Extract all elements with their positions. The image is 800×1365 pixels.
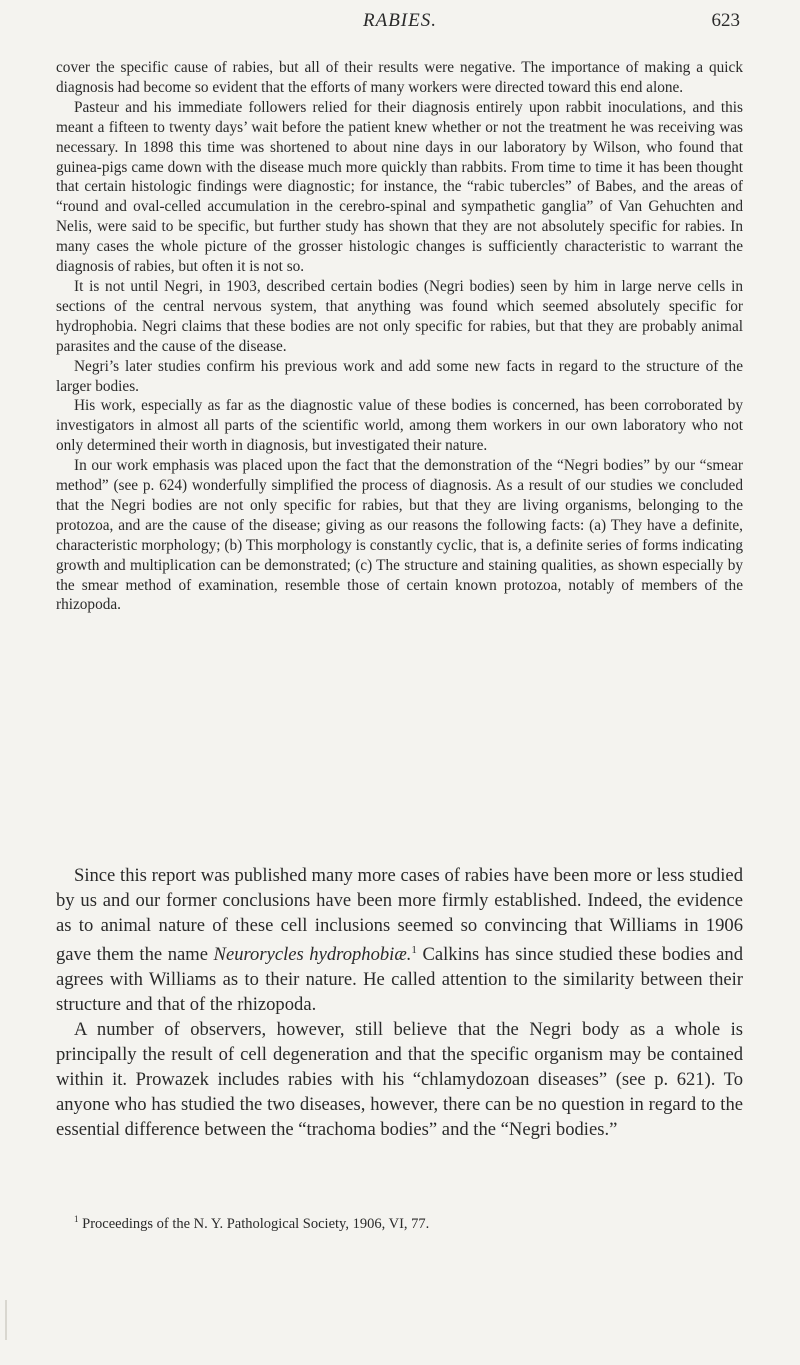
species-name: Neurorycles hydrophobiæ. bbox=[213, 944, 412, 966]
running-title: RABIES. bbox=[362, 10, 437, 31]
body-text-large bbox=[56, 863, 743, 1142]
footnote-marker: 1 bbox=[411, 944, 417, 956]
paragraph: A number of observers, however, still believe that the Negri body as a whole is principally the result of cell degeneration and that the specific organism may be contained within it. Prowazek includes rabies with his “chlamydozoan diseases” (see p. 621). To anyone who has studied the two diseases, however, there can be no question in regard to the essential difference between the “trachoma bodies” and the “Negri bodies.” bbox=[56, 1019, 743, 1141]
page-edge-mark bbox=[5, 1300, 7, 1340]
footnote-text: Proceedings of the N. Y. Pathological Society, 1906, VI, 77. bbox=[78, 1216, 430, 1232]
paragraph: His work, especially as far as the diagnostic value of these bodies is concerned, has been corroborated by investigators in almost all parts of the scientific world, among them workers in our own laboratory who not only determined their worth in diagnosis, but investigated their nature. bbox=[56, 397, 743, 455]
page-header bbox=[60, 10, 740, 40]
paragraph-text: Since this report was published many more cases of rabies have been more or less studied by us and our former conclusions have been more firmly established. Indeed, the evidence as to animal nature of these cell inclusions seemed so convincing that Williams in 1906 gave them the name bbox=[56, 865, 743, 966]
paragraph-text: Calkins has since studied these bodies and agrees with Williams as to their nature. He called attention to the similarity between their structure and that of the rhizopoda. bbox=[56, 944, 744, 1016]
footnote bbox=[56, 1215, 743, 1233]
paragraph: Negri’s later studies confirm his previous work and add some new facts in regard to the structure of the larger bodies. bbox=[56, 357, 743, 395]
page-number: 623 bbox=[711, 10, 740, 31]
footnote-number: 1 bbox=[74, 1214, 79, 1225]
paragraph: In our work emphasis was placed upon the fact that the demonstration of the “Negri bodies” by our “smear method” (see p. 624) wonderfully simplified the process of diagnosis. As a result of our studies we concluded that the Negri bodies are not only specific for rabies, but that they are living organisms, belonging to the protozoa, and are the cause of the disease; giving as our reasons the following facts: (a) They have a definite, characteristic morphology; (b) This morphology is constantly cyclic, that is, a definite series of forms indicating growth and multiplication can be demonstrated; (c) The structure and staining qualities, as shown especially by the smear method of examination, resemble those of certain known protozoa, notably of members of the rhizopoda. bbox=[56, 457, 743, 614]
paragraph bbox=[56, 863, 743, 1017]
paragraph: It is not until Negri, in 1903, described certain bodies (Negri bodies) seen by him in large nerve cells in sections of the central nervous system, that anything was found which seemed absolutely specific for hydrophobia. Negri claims that these bodies are not only specific for rabies, but that they are probably animal parasites and the cause of the disease. bbox=[56, 277, 743, 355]
paragraph: cover the specific cause of rabies, but all of their results were negative. The importance of making a quick diagnosis had become so evident that the efforts of many workers were directed toward this end alone. bbox=[56, 59, 743, 96]
body-text-small bbox=[56, 58, 743, 615]
paragraph: Pasteur and his immediate followers relied for their diagnosis entirely upon rabbit inoculations, and this meant a fifteen to twenty days’ wait before the patient knew whether or not the treatment he was receiving was necessary. In 1898 this time was shortened to about nine days in our laboratory by Wilson, who found that guinea-pigs came down with the disease much more quickly than rabbits. From time to time it has been thought that certain histologic findings were diagnostic; for instance, the “rabic tubercles” of Babes, and the areas of “round and oval-celled accumulation in the cerebro-spinal and sympathetic ganglia” of Van Gehuchten and Nelis, were said to be specific, but further study has shown that they are not absolutely specific for rabies. In many cases the whole picture of the grosser histologic changes is sufficiently characteristic to warrant the diagnosis of rabies, but often it is not so. bbox=[56, 98, 743, 276]
